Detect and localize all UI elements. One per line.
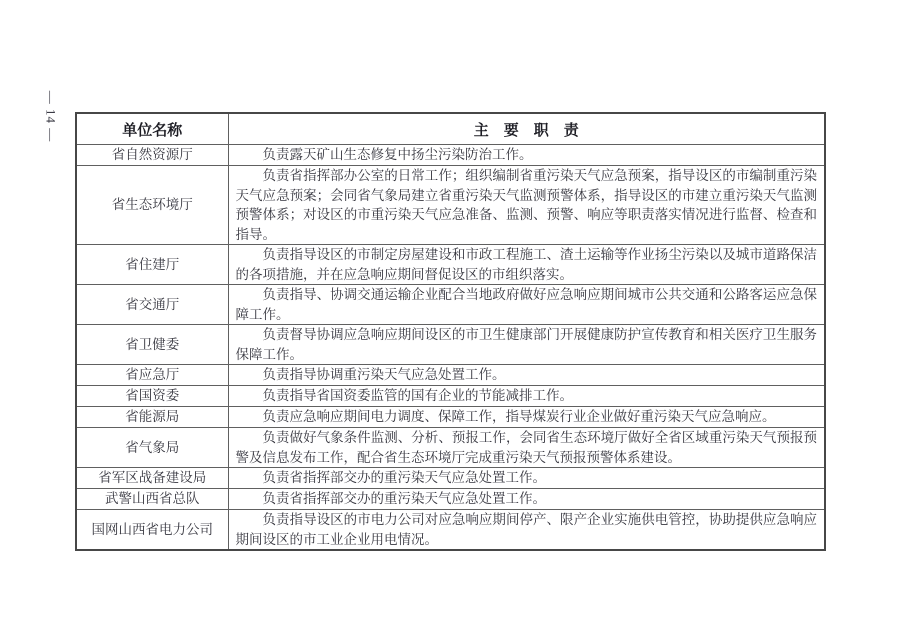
unit-cell: 省交通厅 xyxy=(76,285,228,325)
table-row xyxy=(76,285,825,325)
duty-cell: 负责省指挥部交办的重污染天气应急处置工作。 xyxy=(228,468,825,489)
responsibilities-table xyxy=(75,112,826,551)
duty-cell: 负责指导省国资委监管的国有企业的节能减排工作。 xyxy=(228,386,825,407)
table-row xyxy=(76,145,825,166)
table-row xyxy=(76,386,825,407)
unit-cell: 武警山西省总队 xyxy=(76,489,228,510)
page-number: — 14 — xyxy=(43,90,59,143)
duty-cell: 负责督导协调应急响应期间设区的市卫生健康部门开展健康防护宣传教育和相关医疗卫生服务保障工作。 xyxy=(228,325,825,365)
unit-cell: 省军区战备建设局 xyxy=(76,468,228,489)
unit-cell: 国网山西省电力公司 xyxy=(76,510,228,551)
table-header-row xyxy=(76,113,825,145)
unit-cell: 省住建厅 xyxy=(76,245,228,285)
unit-cell: 省自然资源厅 xyxy=(76,145,228,166)
table-row xyxy=(76,325,825,365)
duty-cell: 负责省指挥部办公室的日常工作；组织编制省重污染天气应急预案，指导设区的市编制重污染天气应急预案；会同省气象局建立省重污染天气监测预警体系，指导设区的市建立重污染天气监测预警体系；对设区的市重污染天气应急准备、监测、预警、响应等职责落实情况进行监督、检查和指导。 xyxy=(228,166,825,245)
table-row xyxy=(76,428,825,468)
duty-cell: 负责指导设区的市制定房屋建设和市政工程施工、渣土运输等作业扬尘污染以及城市道路保洁的各项措施，并在应急响应期间督促设区的市组织落实。 xyxy=(228,245,825,285)
duty-cell: 负责省指挥部交办的重污染天气应急处置工作。 xyxy=(228,489,825,510)
table-row xyxy=(76,510,825,551)
unit-cell: 省应急厅 xyxy=(76,365,228,386)
column-header-duty: 主 要 职 责 xyxy=(228,113,825,145)
duty-cell: 负责指导、协调交通运输企业配合当地政府做好应急响应期间城市公共交通和公路客运应急保障工作。 xyxy=(228,285,825,325)
unit-cell: 省生态环境厅 xyxy=(76,166,228,245)
duty-cell: 负责指导设区的市电力公司对应急响应期间停产、限产企业实施供电管控，协助提供应急响应期间设区的市工业企业用电情况。 xyxy=(228,510,825,551)
column-header-unit: 单位名称 xyxy=(76,113,228,145)
table-row xyxy=(76,468,825,489)
duty-cell: 负责做好气象条件监测、分析、预报工作，会同省生态环境厅做好全省区域重污染天气预报预警及信息发布工作，配合省生态环境厅完成重污染天气预报预警体系建设。 xyxy=(228,428,825,468)
table-row xyxy=(76,489,825,510)
unit-cell: 省卫健委 xyxy=(76,325,228,365)
table-row xyxy=(76,365,825,386)
table-row xyxy=(76,407,825,428)
duty-cell: 负责露天矿山生态修复中扬尘污染防治工作。 xyxy=(228,145,825,166)
unit-cell: 省气象局 xyxy=(76,428,228,468)
unit-cell: 省国资委 xyxy=(76,386,228,407)
unit-cell: 省能源局 xyxy=(76,407,228,428)
duty-cell: 负责应急响应期间电力调度、保障工作，指导煤炭行业企业做好重污染天气应急响应。 xyxy=(228,407,825,428)
duty-cell: 负责指导协调重污染天气应急处置工作。 xyxy=(228,365,825,386)
table-row xyxy=(76,166,825,245)
table-row xyxy=(76,245,825,285)
